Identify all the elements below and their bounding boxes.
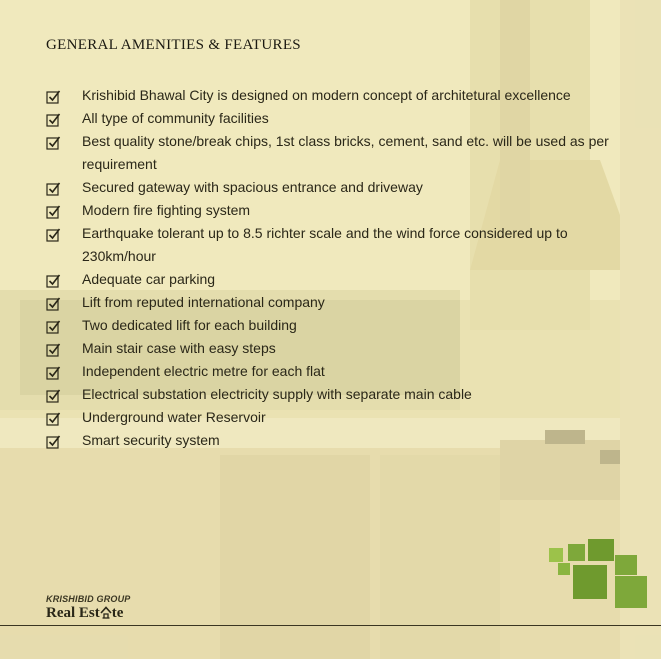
house-icon xyxy=(100,606,112,619)
footer-divider xyxy=(0,625,661,626)
checkbox-checked-icon xyxy=(46,388,61,403)
list-item: Independent electric metre for each flat xyxy=(46,360,636,383)
brand-logo xyxy=(46,594,131,622)
checkbox-checked-icon xyxy=(46,89,61,104)
list-item: Lift from reputed international company xyxy=(46,291,636,314)
list-item: Smart security system xyxy=(46,429,636,452)
page-title: GENERAL AMENITIES & FEATURES xyxy=(46,37,301,53)
list-item: Two dedicated lift for each building xyxy=(46,314,636,337)
list-item: Electrical substation electricity supply with separate main cable xyxy=(46,383,636,406)
checkbox-checked-icon xyxy=(46,319,61,334)
logo-brand-text: Real Est te xyxy=(46,605,124,621)
list-item: Underground water Reservoir xyxy=(46,406,636,429)
list-item: Adequate car parking xyxy=(46,268,636,291)
checkbox-checked-icon xyxy=(46,434,61,449)
checkbox-checked-icon xyxy=(46,227,61,242)
list-item: Modern fire fighting system xyxy=(46,199,636,222)
list-item: Secured gateway with spacious entrance and driveway xyxy=(46,176,636,199)
checkbox-checked-icon xyxy=(46,204,61,219)
checkbox-checked-icon xyxy=(46,365,61,380)
checkbox-checked-icon xyxy=(46,135,61,150)
checkbox-checked-icon xyxy=(46,411,61,426)
checkbox-checked-icon xyxy=(46,296,61,311)
checkbox-checked-icon xyxy=(46,181,61,196)
checkbox-checked-icon xyxy=(46,273,61,288)
checkbox-checked-icon xyxy=(46,342,61,357)
list-item: Best quality stone/break chips, 1st class bricks, cement, sand etc. will be used as per requirement xyxy=(46,130,636,176)
green-squares-decoration xyxy=(548,538,658,618)
list-item: Krishibid Bhawal City is designed on modern concept of architetural excellence xyxy=(46,84,636,107)
feature-list xyxy=(46,84,636,452)
list-item: Main stair case with easy steps xyxy=(46,337,636,360)
list-item: Earthquake tolerant up to 8.5 richter scale and the wind force considered up to 230km/hour xyxy=(46,222,636,268)
checkbox-checked-icon xyxy=(46,112,61,127)
list-item: All type of community facilities xyxy=(46,107,636,130)
logo-group-text: KRISHIBID GROUP xyxy=(46,594,131,604)
